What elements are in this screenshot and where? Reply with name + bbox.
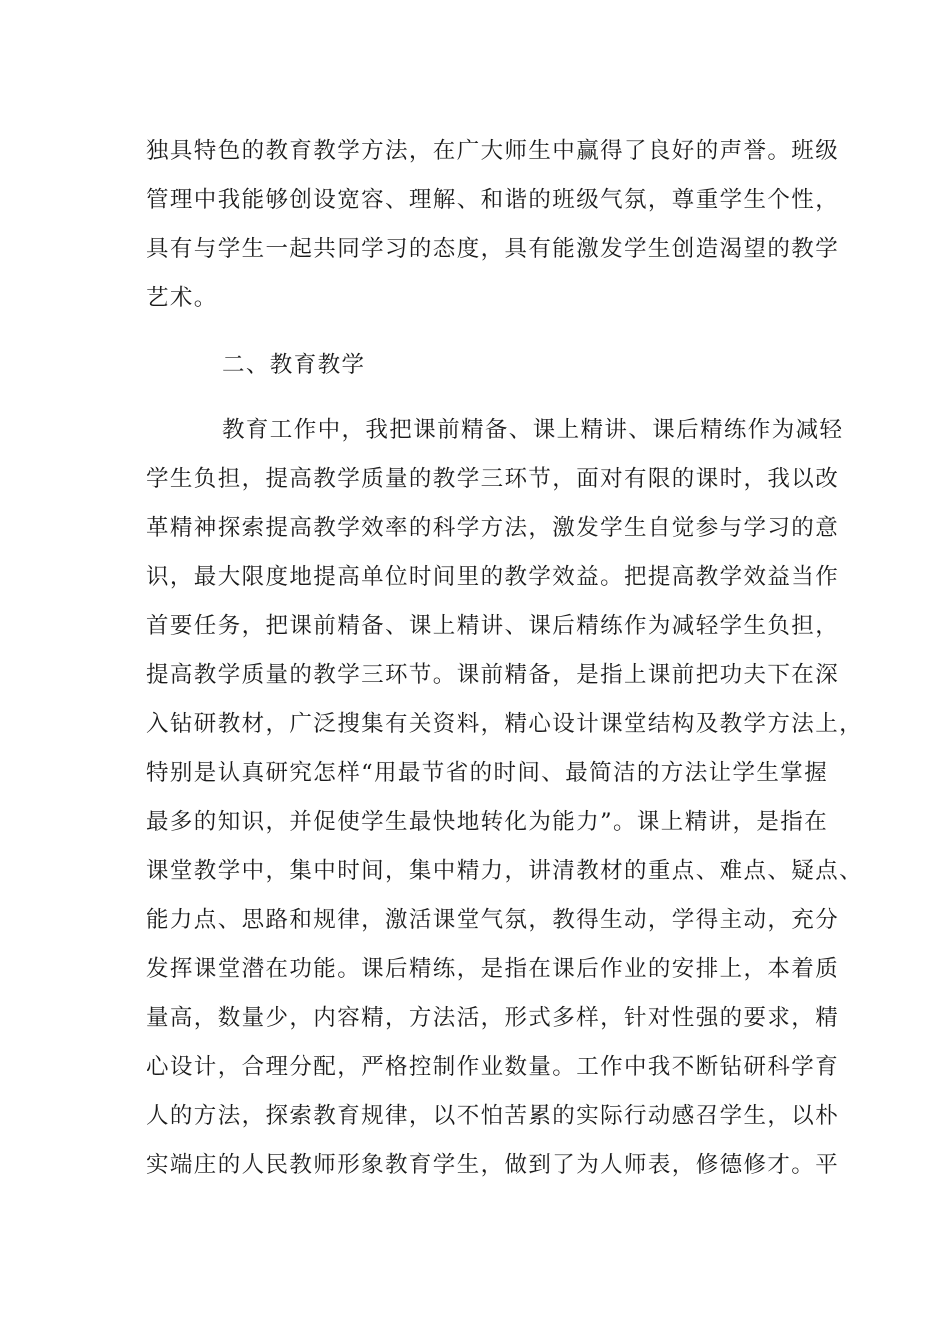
text-line: 独具特色的教育教学方法，在广大师生中赢得了良好的声誉。班级	[146, 138, 840, 164]
text-line: 学生负担，提高教学质量的教学三环节，面对有限的课时，我以改	[146, 466, 840, 492]
text-line: 最多的知识，并促使学生最快地转化为能力”。课上精讲，是指在	[146, 809, 829, 835]
text-line: 管理中我能够创设宽容、理解、和谐的班级气氛，尊重学生个性，	[146, 187, 840, 213]
text-line: 人的方法，探索教育规律，以不怕苦累的实际行动感召学生，以朴	[146, 1103, 840, 1129]
text-line: 课堂教学中，集中时间，集中精力，讲清教材的重点、难点、疑点、	[146, 858, 864, 884]
text-line: 实端庄的人民教师形象教育学生，做到了为人师表，修德修才。平	[146, 1152, 840, 1178]
text-line: 首要任务，把课前精备、课上精讲、课后精练作为减轻学生负担，	[146, 613, 840, 639]
text-line: 具有与学生一起共同学习的态度，具有能激发学生创造渴望的教学	[146, 236, 840, 262]
text-line: 识，最大限度地提高单位时间里的教学效益。把提高教学效益当作	[146, 564, 840, 590]
text-line: 心设计，合理分配，严格控制作业数量。工作中我不断钻研科学育	[146, 1054, 840, 1080]
text-line: 量高，数量少，内容精，方法活，形式多样，针对性强的要求，精	[146, 1005, 840, 1031]
text-line: 教育工作中，我把课前精备、课上精讲、课后精练作为减轻	[222, 417, 844, 443]
text-line: 能力点、思路和规律，激活课堂气氛，教得生动，学得主动，充分	[146, 907, 840, 933]
text-line: 革精神探索提高教学效率的科学方法，激发学生自觉参与学习的意	[146, 515, 840, 541]
section-heading: 二、教育教学	[222, 352, 366, 378]
text-line: 发挥课堂潜在功能。课后精练，是指在课后作业的安排上，本着质	[146, 956, 840, 982]
text-line: 入钻研教材，广泛搜集有关资料，精心设计课堂结构及教学方法上，	[146, 711, 864, 737]
text-line: 艺术。	[146, 285, 218, 311]
text-line: 特别是认真研究怎样“用最节省的时间、最简洁的方法让学生掌握	[146, 760, 829, 786]
text-line: 提高教学质量的教学三环节。课前精备，是指上课前把功夫下在深	[146, 662, 840, 688]
